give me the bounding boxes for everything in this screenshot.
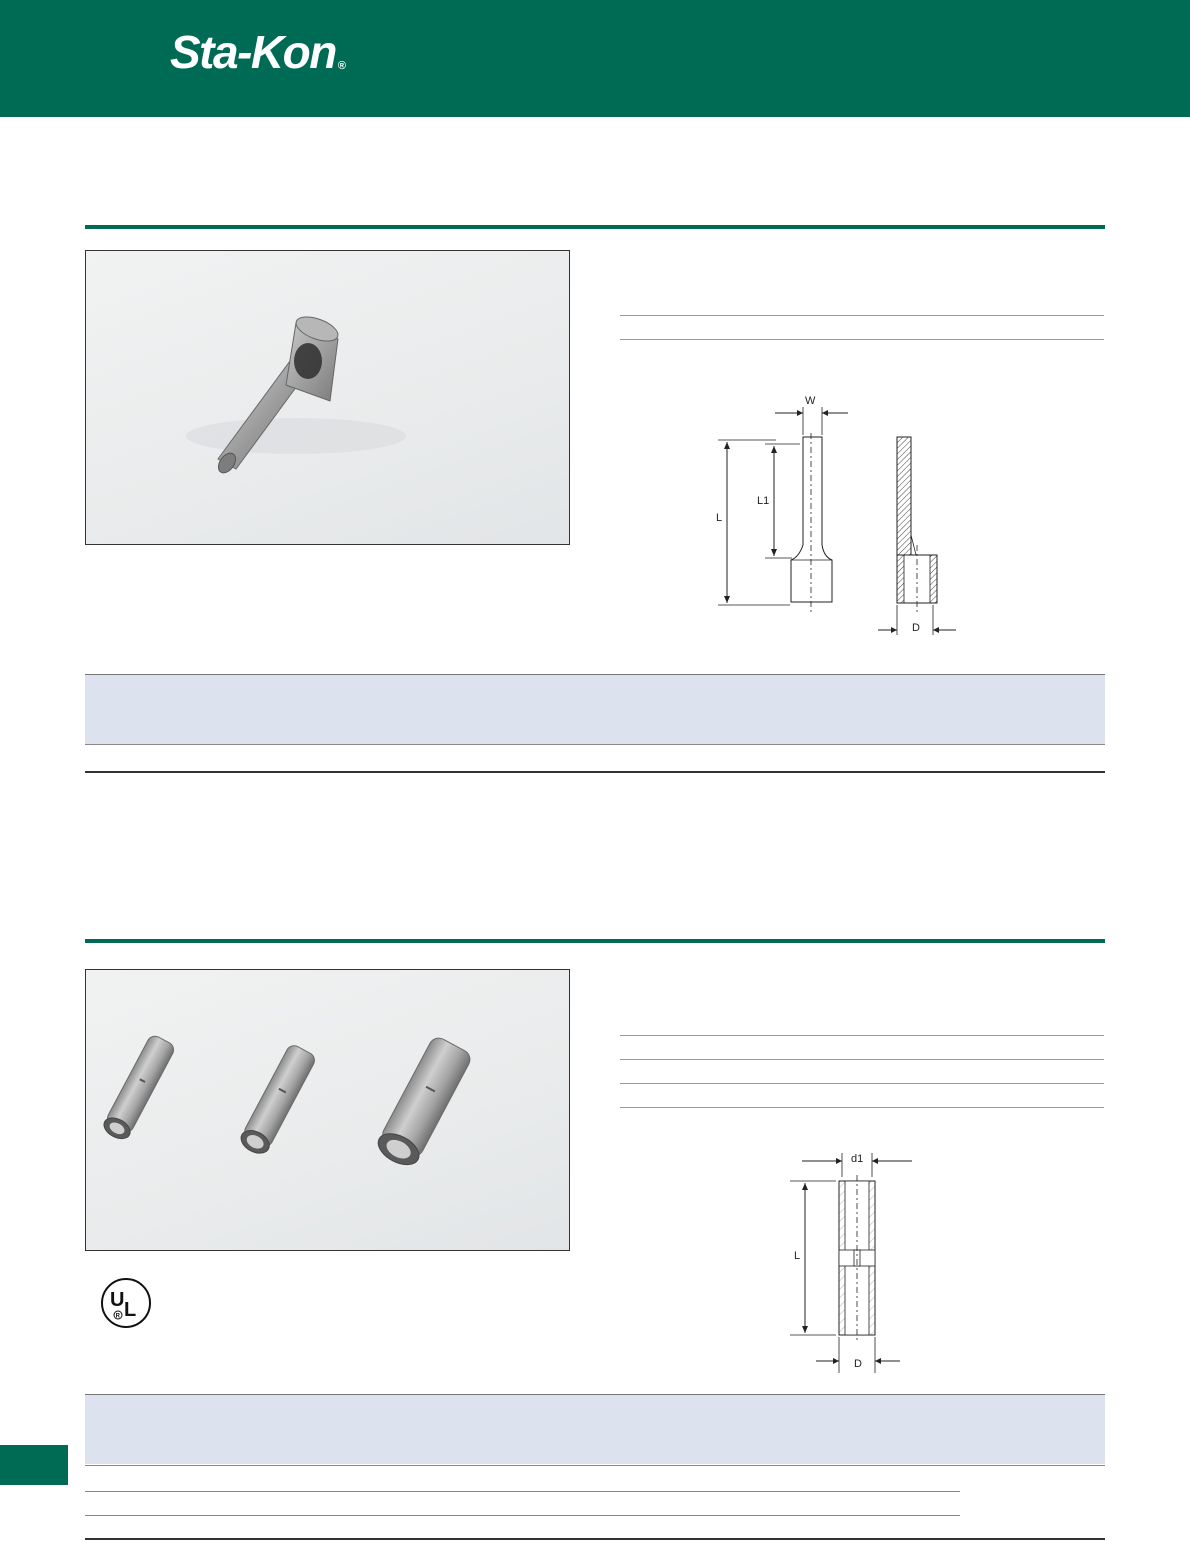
pin-terminal-image [86,251,571,546]
spec-line [620,1083,1104,1084]
header-band [0,0,1190,117]
butt-splice-dimension-drawing [780,1145,940,1380]
section-divider-1 [85,225,1105,229]
table-bottom-line [85,771,1105,773]
dim-label-l: L [794,1250,801,1262]
dim-label-d: D [854,1358,862,1370]
registered-mark: ® [337,60,346,72]
dim-label-w: W [805,395,816,407]
table-row-line [85,744,1105,745]
brand-logo [170,26,346,78]
table-row-line [85,1515,960,1516]
svg-text:U: U [110,1289,125,1311]
table-bottom-line [85,1538,1105,1540]
page-tab [0,1445,68,1485]
brand-name: Sta-Kon [170,26,336,78]
pin-terminal-dimension-drawing [700,385,980,645]
butt-splice-image [86,970,571,1252]
spec-line [620,339,1104,340]
table-row-line [85,1465,1105,1466]
dim-label-d1: d1 [851,1153,864,1165]
ul-listed-icon [100,1277,154,1331]
svg-text:L: L [124,1299,137,1321]
table-header-2 [85,1394,1105,1464]
table-row-line [85,1491,960,1492]
section-divider-2 [85,939,1105,943]
spec-line [620,1035,1104,1036]
pin-terminal-photo [85,250,570,545]
spec-line [620,1059,1104,1060]
dim-label-l1: L1 [757,495,770,507]
spec-line [620,315,1104,316]
spec-line [620,1107,1104,1108]
dim-label-l: L [716,512,723,524]
dim-label-d: D [912,622,920,634]
table-header-1 [85,674,1105,744]
butt-splice-photo [85,969,570,1251]
svg-text:R: R [115,1313,120,1320]
